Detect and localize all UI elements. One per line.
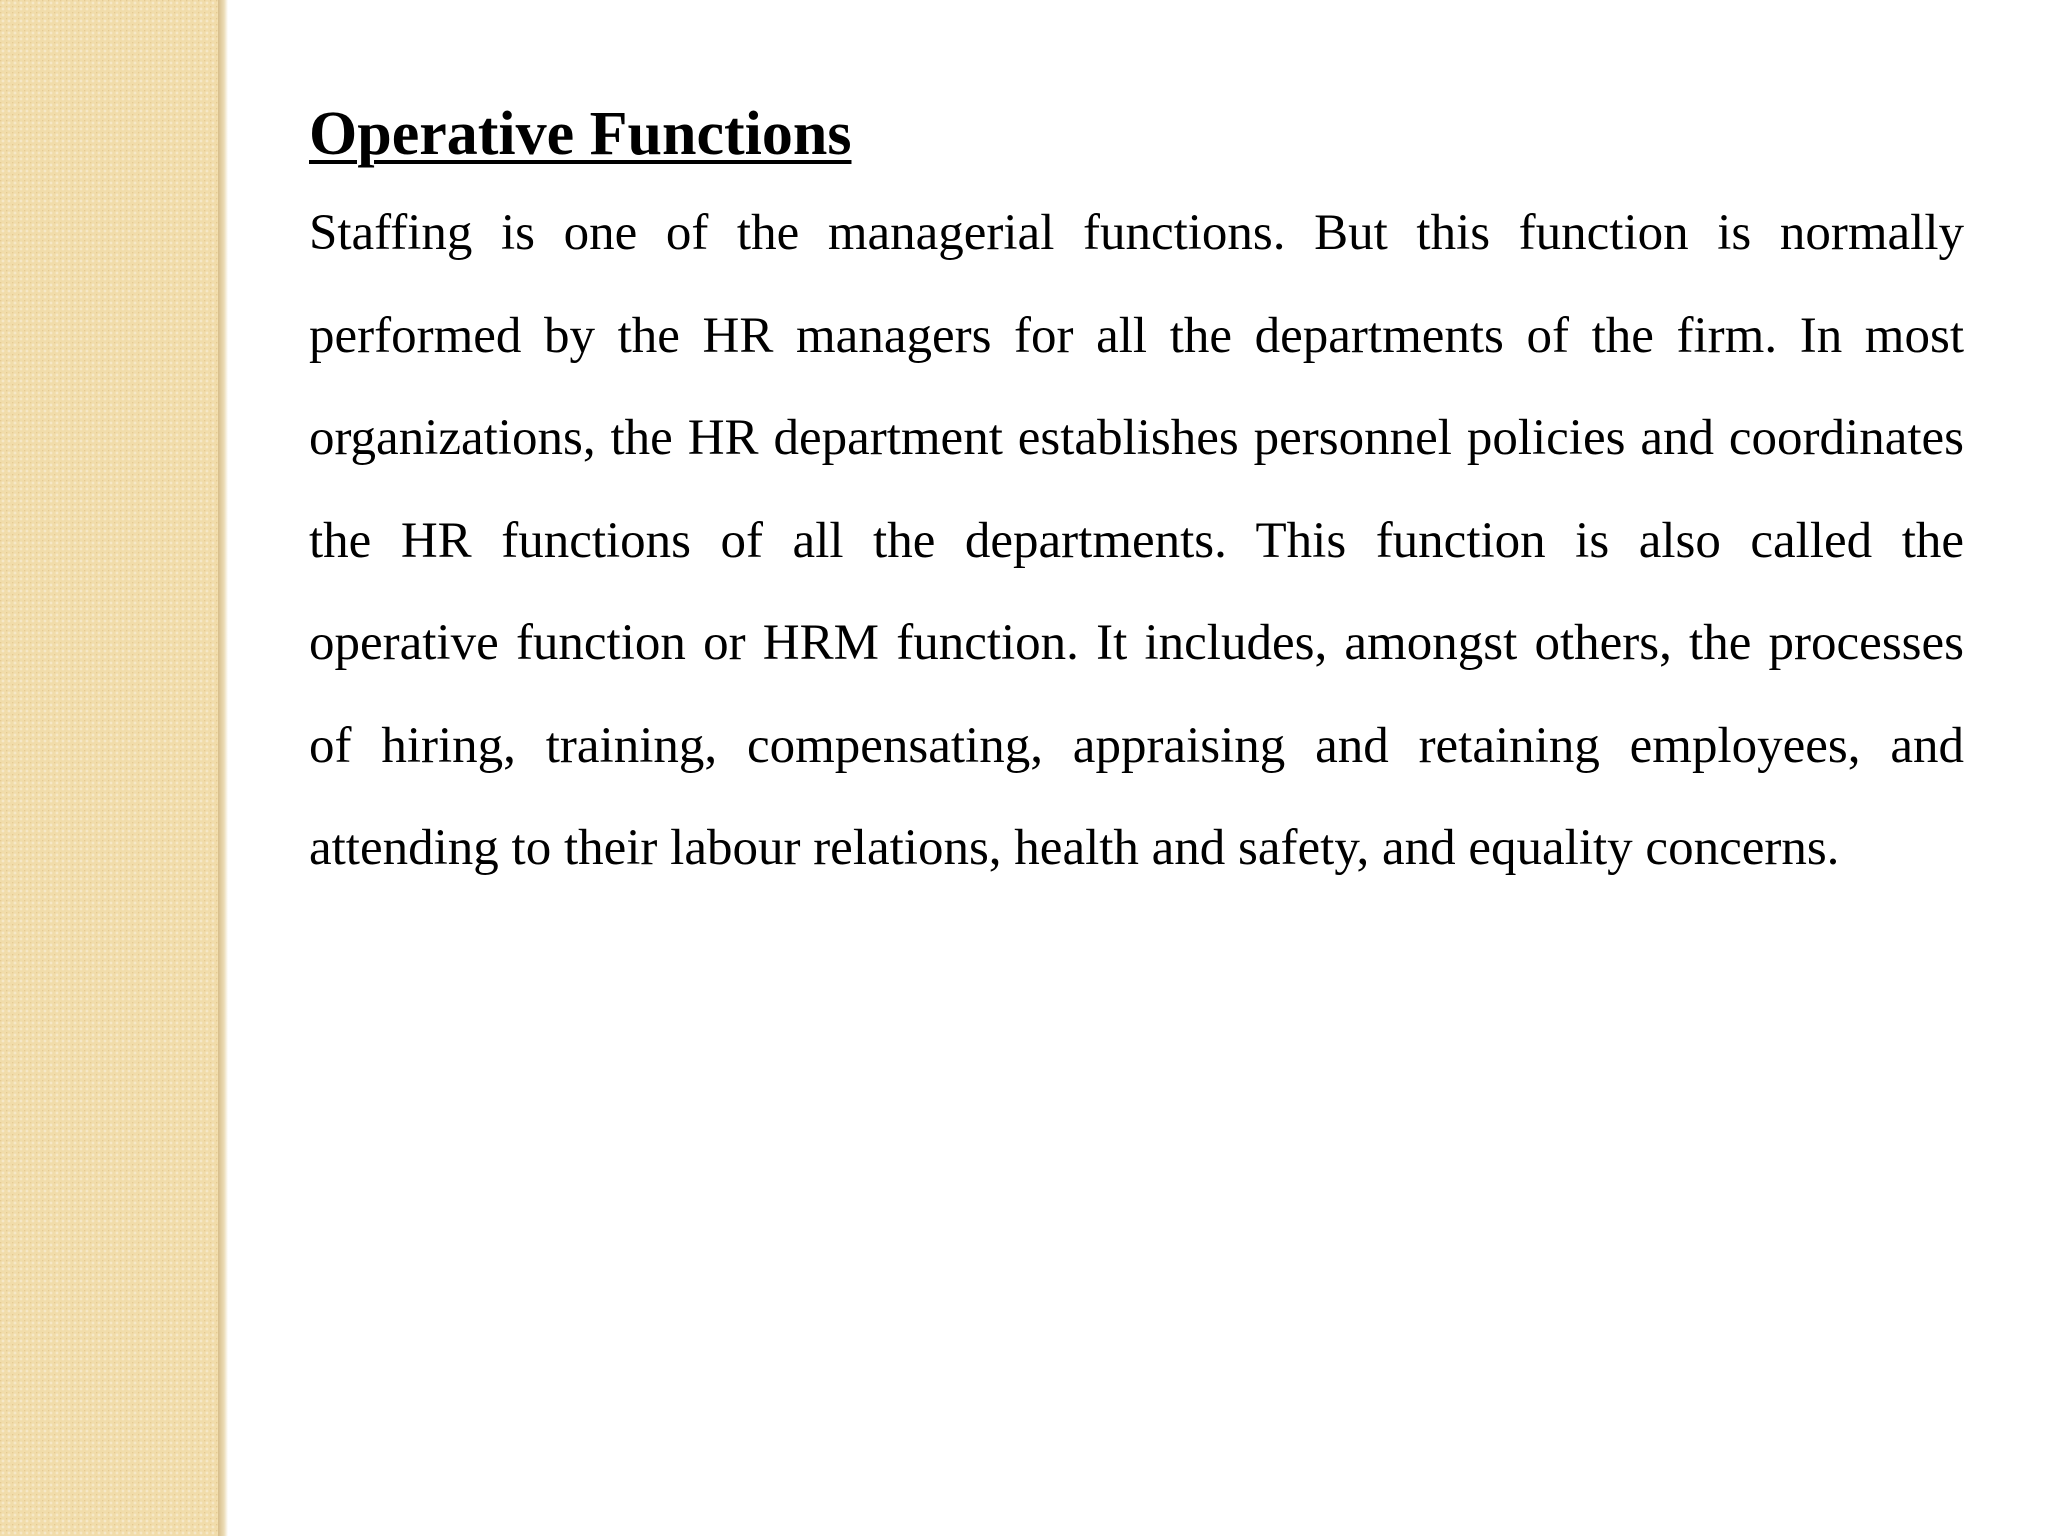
- slide-title: Operative Functions: [309, 100, 852, 168]
- side-band-edge: [218, 0, 228, 1536]
- decorative-side-band: [0, 0, 224, 1536]
- slide-body-paragraph: Staffing is one of the managerial functions. But this function is normally performed by the HR managers for all the departments of the firm. In most organizations, the HR department establishes personnel policies and coordinates the HR functions of all the departments. This function is also called the operative function or HRM function. It includes, amongst others, the processes of hiring, training, compensating, appraising and retaining employees, and attending to their labour relations, health and safety, and equality concerns.: [309, 205, 1964, 876]
- slide-content: [309, 96, 1964, 900]
